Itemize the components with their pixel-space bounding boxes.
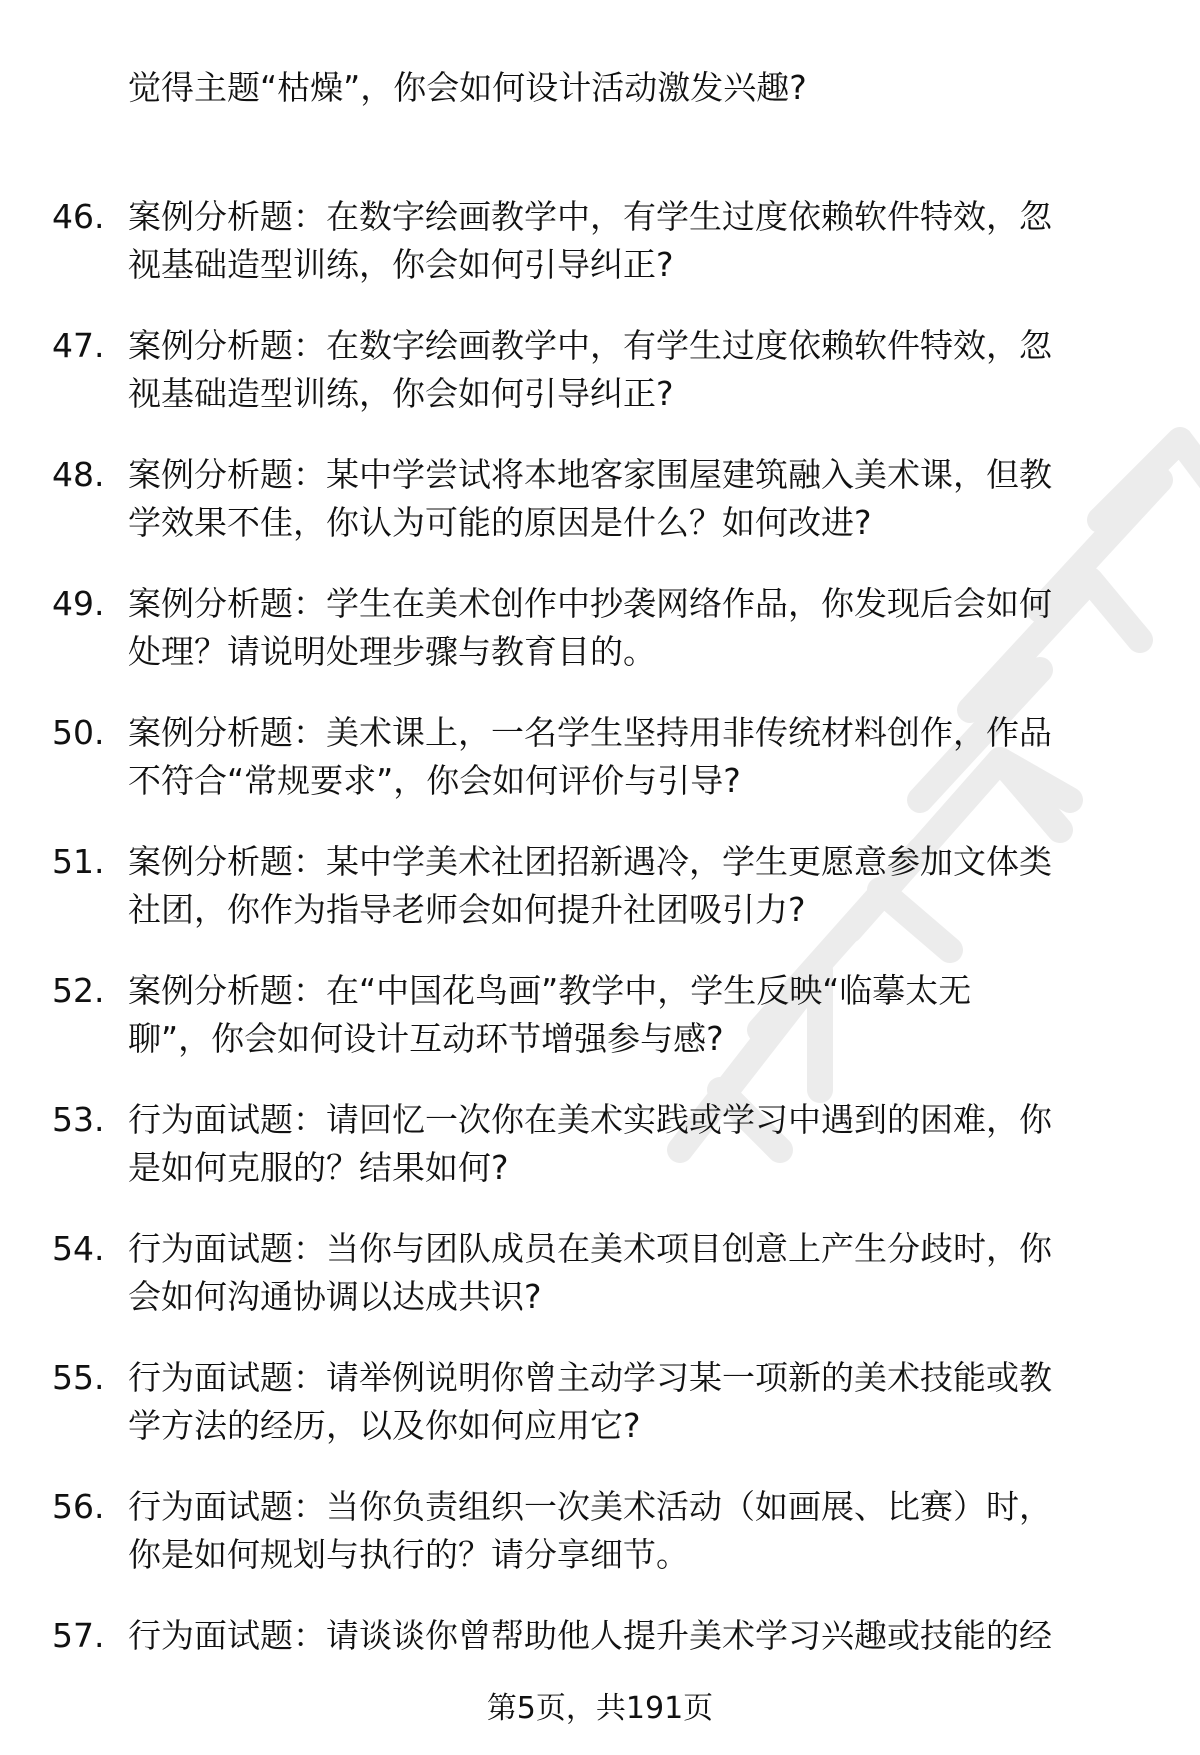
list-item (0, 1483, 1200, 1612)
question-number: 52. (52, 971, 105, 1010)
list-item (0, 64, 1200, 193)
question-number: 57. (52, 1616, 105, 1655)
question-text: 觉得主题“枯燥”，你会如何设计活动激发兴趣? (128, 68, 807, 107)
question-number: 53. (52, 1100, 105, 1139)
question-number: 50. (52, 713, 105, 752)
question-text: 行为面试题：当你与团队成员在美术项目创意上产生分歧时，你 会如何沟通协调以达成共识? (128, 1229, 1052, 1316)
list-item (0, 1096, 1200, 1225)
list-item (0, 322, 1200, 451)
question-text: 行为面试题：请回忆一次你在美术实践或学习中遇到的困难，你 是如何克服的？结果如何? (128, 1100, 1052, 1187)
list-item (0, 193, 1200, 322)
question-text: 案例分析题：在“中国花鸟画”教学中，学生反映“临摹太无 聊”，你会如何设计互动环节增强参与感? (128, 971, 972, 1058)
question-text: 案例分析题：学生在美术创作中抄袭网络作品，你发现后会如何 处理？请说明处理步骤与教育目的。 (128, 584, 1052, 671)
question-number: 56. (52, 1487, 105, 1526)
question-text: 案例分析题：某中学美术社团招新遇冷，学生更愿意参加文体类 社团，你作为指导老师会如何提升社团吸引力? (128, 842, 1052, 929)
page-footer: 第5页，共191页 (486, 1691, 714, 1726)
list-item (0, 1225, 1200, 1354)
question-number: 55. (52, 1358, 105, 1397)
question-number: 48. (52, 455, 105, 494)
question-number: 54. (52, 1229, 105, 1268)
list-item (0, 580, 1200, 709)
list-item (0, 1354, 1200, 1483)
question-number: 47. (52, 326, 105, 365)
question-list (0, 64, 1200, 1741)
list-item (0, 967, 1200, 1096)
question-text: 案例分析题：某中学尝试将本地客家围屋建筑融入美术课，但教 学效果不佳，你认为可能的原因是什么？如何改进? (128, 455, 1052, 542)
question-text: 行为面试题：请谈谈你曾帮助他人提升美术学习兴趣或技能的经 (128, 1616, 1052, 1655)
question-text: 案例分析题：在数字绘画教学中，有学生过度依赖软件特效，忽 视基础造型训练，你会如何引导纠正? (128, 197, 1052, 284)
question-number: 51. (52, 842, 105, 881)
question-text: 行为面试题：请举例说明你曾主动学习某一项新的美术技能或教 学方法的经历，以及你如何应用它? (128, 1358, 1052, 1445)
question-text: 行为面试题：当你负责组织一次美术活动（如画展、比赛）时， 你是如何规划与执行的？请分享细节。 (128, 1487, 1052, 1574)
list-item (0, 709, 1200, 838)
list-item (0, 451, 1200, 580)
question-text: 案例分析题：美术课上，一名学生坚持用非传统材料创作，作品 不符合“常规要求”，你会如何评价与引导? (128, 713, 1052, 800)
question-text: 案例分析题：在数字绘画教学中，有学生过度依赖软件特效，忽 视基础造型训练，你会如何引导纠正? (128, 326, 1052, 413)
question-number: 46. (52, 197, 105, 236)
question-number: 49. (52, 584, 105, 623)
list-item (0, 838, 1200, 967)
